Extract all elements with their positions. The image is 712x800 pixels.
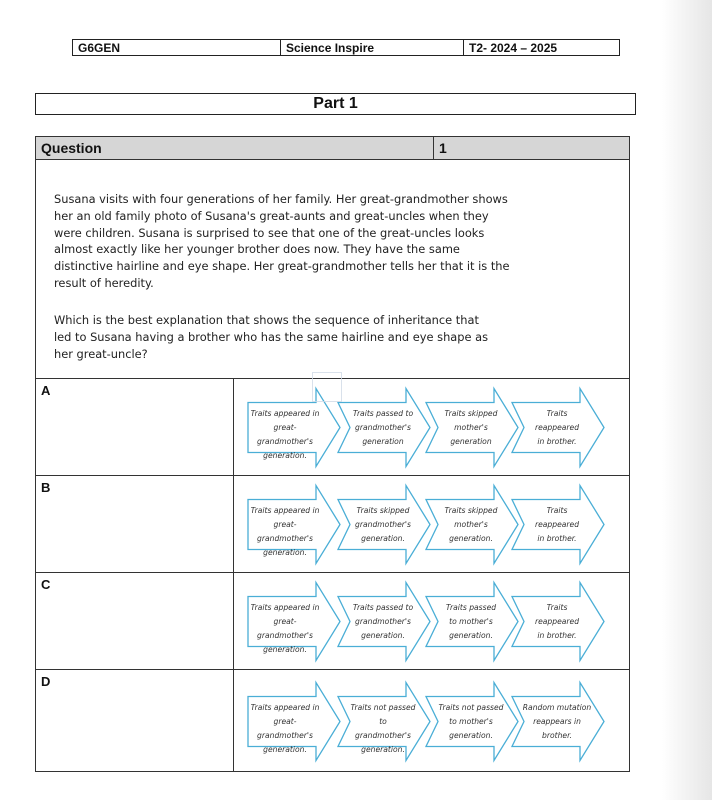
option-row-b[interactable] bbox=[36, 475, 629, 572]
sequence-step-line: Traits passed to bbox=[352, 602, 414, 612]
sequence-step-line: Traits skipped bbox=[444, 505, 498, 515]
sequence-step-line: reappeared bbox=[534, 616, 580, 626]
sequence-step-line: mother's bbox=[454, 422, 488, 432]
sequence-step-line: in brother. bbox=[537, 533, 577, 543]
sequence-step-line: Traits skipped bbox=[356, 505, 410, 515]
course-code: G6GEN bbox=[73, 40, 281, 55]
subject-name: Science Inspire bbox=[281, 40, 464, 55]
sequence-step bbox=[250, 407, 320, 463]
sequence-step-line: to mother's bbox=[449, 616, 493, 626]
sequence-step bbox=[522, 601, 592, 643]
sequence-step bbox=[522, 701, 592, 743]
sequence-step-line: grandmother's bbox=[355, 519, 411, 529]
scenario-line: her an old family photo of Susana's great-aunts and great-uncles when they bbox=[54, 208, 489, 223]
sequence-step-line: in brother. bbox=[537, 630, 577, 640]
question-card bbox=[35, 136, 630, 772]
prompt-line: her great-uncle? bbox=[54, 346, 148, 361]
question-header bbox=[36, 137, 629, 160]
sequence-step-line: grandmother's bbox=[355, 730, 411, 740]
sequence-step bbox=[522, 407, 592, 449]
sequence-step-line: great-grandmother's bbox=[257, 519, 313, 543]
sequence-step bbox=[250, 601, 320, 657]
sequence-step-line: Traits not passed bbox=[438, 702, 504, 712]
sequence-step-line: in brother. bbox=[537, 436, 577, 446]
sequence-step bbox=[348, 504, 418, 546]
sequence-step-line: generation. bbox=[361, 533, 405, 543]
sequence-step-line: Traits skipped bbox=[444, 408, 498, 418]
prompt-line: Which is the best explanation that shows the sequence of inheritance that bbox=[54, 313, 479, 327]
sequence-step bbox=[522, 504, 592, 546]
option-divider bbox=[233, 476, 234, 572]
sequence-step bbox=[436, 701, 506, 743]
option-divider bbox=[233, 573, 234, 669]
sequence-step-line: generation bbox=[450, 436, 492, 446]
sequence-step-line: reappeared bbox=[534, 519, 580, 529]
part-title: Part 1 bbox=[35, 93, 636, 115]
sequence-step-line: generation. bbox=[263, 450, 307, 460]
option-letter: D bbox=[41, 674, 51, 689]
scenario-line: were children. Susana is surprised to see that one of the great-uncles looks bbox=[54, 225, 485, 240]
sequence-step-line: Traits appeared in bbox=[250, 505, 320, 515]
sequence-step-line: Traits bbox=[546, 408, 568, 418]
sequence-step-line: Traits appeared in bbox=[250, 602, 320, 612]
sequence-step-line: generation. bbox=[449, 533, 493, 543]
watermark-logo bbox=[312, 372, 342, 402]
sequence-step-line: Traits bbox=[546, 602, 568, 612]
sequence-step-line: great-grandmother's bbox=[257, 616, 313, 640]
document-header bbox=[72, 39, 620, 56]
sequence-step-line: reappeared bbox=[534, 422, 580, 432]
inheritance-sequence bbox=[244, 476, 604, 572]
sequence-step-line: grandmother's bbox=[355, 422, 411, 432]
inheritance-sequence bbox=[244, 379, 604, 475]
option-row-d[interactable] bbox=[36, 669, 629, 772]
sequence-step-line: Traits bbox=[546, 505, 568, 515]
scenario-line: result of heredity. bbox=[54, 275, 154, 290]
sequence-step-line: generation. bbox=[263, 547, 307, 557]
scenario-line: Susana visits with four generations of her family. Her great-grandmother shows bbox=[54, 192, 508, 206]
option-letter: C bbox=[41, 577, 51, 592]
sequence-step-line: generation. bbox=[263, 644, 307, 654]
question-prompt bbox=[54, 312, 584, 362]
header-divider bbox=[433, 137, 434, 159]
sequence-step bbox=[250, 701, 320, 757]
sequence-step bbox=[250, 504, 320, 560]
inheritance-sequence bbox=[244, 573, 604, 669]
sequence-step-line: mother's bbox=[454, 519, 488, 529]
question-label: Question bbox=[41, 140, 102, 156]
sequence-step bbox=[348, 601, 418, 643]
sequence-step-line: generation bbox=[362, 436, 404, 446]
sequence-step-line: generation. bbox=[263, 744, 307, 754]
sequence-step-line: to mother's bbox=[449, 716, 493, 726]
sequence-step bbox=[436, 504, 506, 546]
question-scenario bbox=[54, 191, 584, 292]
sequence-step-line: great-grandmother's bbox=[257, 422, 313, 446]
sequence-step bbox=[436, 601, 506, 643]
option-letter: B bbox=[41, 480, 51, 495]
sequence-step-line: generation. bbox=[361, 630, 405, 640]
sequence-step-line: Random mutation bbox=[522, 702, 592, 712]
scenario-line: almost exactly like her younger brother does now. They have the same bbox=[54, 242, 460, 257]
sequence-step-line: generation. bbox=[361, 744, 405, 754]
question-number: 1 bbox=[439, 140, 447, 156]
sequence-step-line: Traits appeared in bbox=[250, 702, 320, 712]
sequence-step bbox=[436, 407, 506, 449]
sequence-step bbox=[348, 407, 418, 449]
sequence-step-line: great-grandmother's bbox=[257, 716, 313, 740]
sequence-step-line: Traits passed to bbox=[352, 408, 414, 418]
sequence-step-line: brother. bbox=[542, 730, 572, 740]
sequence-step-line: Traits not passed to bbox=[350, 702, 416, 726]
prompt-line: led to Susana having a brother who has the same hairline and eye shape as bbox=[54, 329, 489, 344]
sequence-step-line: Traits passed bbox=[445, 602, 497, 612]
page-edge-shadow bbox=[662, 0, 712, 800]
option-row-c[interactable] bbox=[36, 572, 629, 669]
term-label: T2- 2024 – 2025 bbox=[469, 41, 558, 55]
sequence-step bbox=[348, 701, 418, 757]
inheritance-sequence bbox=[244, 670, 604, 772]
sequence-step-line: reappears in bbox=[533, 716, 581, 726]
option-divider bbox=[233, 379, 234, 475]
scenario-line: distinctive hairline and eye shape. Her great-grandmother tells her that it is the bbox=[54, 259, 510, 274]
option-letter: A bbox=[41, 383, 51, 398]
option-divider bbox=[233, 670, 234, 772]
sequence-step-line: generation. bbox=[449, 630, 493, 640]
sequence-step-line: grandmother's bbox=[355, 616, 411, 626]
sequence-step-line: generation. bbox=[449, 730, 493, 740]
sequence-step-line: Traits appeared in bbox=[250, 408, 320, 418]
